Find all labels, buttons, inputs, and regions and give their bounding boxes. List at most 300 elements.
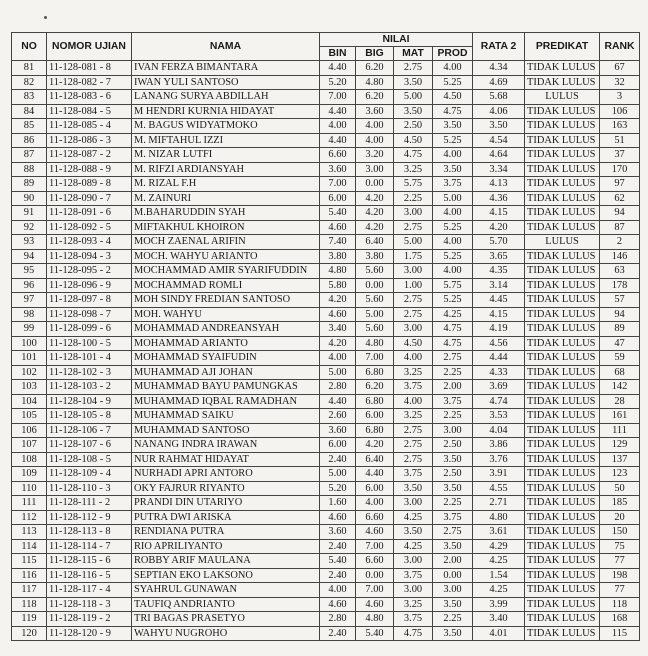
cell-no: 114 [12, 539, 47, 554]
cell-bin: 2.40 [320, 452, 356, 467]
cell-mat: 3.00 [394, 206, 433, 221]
cell-no: 104 [12, 394, 47, 409]
cell-prod: 4.75 [433, 336, 473, 351]
cell-mat: 2.75 [394, 423, 433, 438]
cell-big: 0.00 [356, 278, 394, 293]
cell-rank: 94 [600, 307, 640, 322]
cell-big: 5.00 [356, 307, 394, 322]
cell-bin: 2.60 [320, 409, 356, 424]
cell-nomor-ujian: 11-128-091 - 6 [47, 206, 132, 221]
cell-rata2: 4.06 [473, 104, 525, 119]
cell-nama: M HENDRI KURNIA HIDAYAT [132, 104, 320, 119]
table-row [12, 307, 640, 322]
cell-rank: 115 [600, 626, 640, 641]
cell-no: 110 [12, 481, 47, 496]
cell-predikat: TIDAK LULUS [525, 293, 600, 308]
cell-predikat: TIDAK LULUS [525, 322, 600, 337]
cell-no: 89 [12, 177, 47, 192]
cell-mat: 2.75 [394, 438, 433, 453]
cell-no: 85 [12, 119, 47, 134]
cell-nama: LANANG SURYA ABDILLAH [132, 90, 320, 105]
cell-big: 4.00 [356, 133, 394, 148]
cell-prod: 3.75 [433, 510, 473, 525]
table-row [12, 336, 640, 351]
header-big: BIG [356, 47, 394, 61]
cell-rank: 137 [600, 452, 640, 467]
cell-rata2: 3.69 [473, 380, 525, 395]
cell-mat: 3.50 [394, 104, 433, 119]
cell-no: 81 [12, 61, 47, 76]
cell-rata2: 4.55 [473, 481, 525, 496]
cell-nomor-ujian: 11-128-095 - 2 [47, 264, 132, 279]
cell-rank: 51 [600, 133, 640, 148]
cell-nomor-ujian: 11-128-085 - 4 [47, 119, 132, 134]
cell-nama: ROBBY ARIF MAULANA [132, 554, 320, 569]
table-row [12, 452, 640, 467]
cell-big: 5.60 [356, 322, 394, 337]
cell-no: 82 [12, 75, 47, 90]
cell-nama: WAHYU NUGROHO [132, 626, 320, 641]
cell-predikat: TIDAK LULUS [525, 554, 600, 569]
cell-nomor-ujian: 11-128-112 - 9 [47, 510, 132, 525]
cell-rata2: 4.15 [473, 307, 525, 322]
cell-mat: 3.50 [394, 525, 433, 540]
cell-nama: MOH SINDY FREDIAN SANTOSO [132, 293, 320, 308]
cell-mat: 1.00 [394, 278, 433, 293]
cell-rank: 28 [600, 394, 640, 409]
table-row [12, 191, 640, 206]
table-body [12, 61, 640, 641]
cell-bin: 4.00 [320, 583, 356, 598]
cell-nomor-ujian: 11-128-094 - 3 [47, 249, 132, 264]
cell-prod: 2.00 [433, 554, 473, 569]
cell-big: 6.40 [356, 235, 394, 250]
cell-rata2: 3.34 [473, 162, 525, 177]
cell-bin: 7.00 [320, 177, 356, 192]
cell-rank: 150 [600, 525, 640, 540]
cell-predikat: TIDAK LULUS [525, 409, 600, 424]
cell-prod: 4.00 [433, 235, 473, 250]
cell-bin: 2.80 [320, 380, 356, 395]
cell-bin: 2.80 [320, 612, 356, 627]
cell-rata2: 4.74 [473, 394, 525, 409]
cell-rata2: 3.99 [473, 597, 525, 612]
cell-predikat: TIDAK LULUS [525, 583, 600, 598]
table-row [12, 438, 640, 453]
cell-nomor-ujian: 11-128-088 - 9 [47, 162, 132, 177]
cell-nama: SYAHRUL GUNAWAN [132, 583, 320, 598]
cell-big: 4.00 [356, 496, 394, 511]
cell-bin: 6.60 [320, 148, 356, 163]
table-row [12, 75, 640, 90]
cell-mat: 2.25 [394, 191, 433, 206]
cell-rata2: 4.33 [473, 365, 525, 380]
cell-big: 6.40 [356, 452, 394, 467]
cell-no: 94 [12, 249, 47, 264]
table-row [12, 278, 640, 293]
cell-nomor-ujian: 11-128-113 - 8 [47, 525, 132, 540]
cell-bin: 5.40 [320, 554, 356, 569]
cell-prod: 5.25 [433, 249, 473, 264]
cell-no: 95 [12, 264, 47, 279]
cell-bin: 3.40 [320, 322, 356, 337]
cell-rank: 168 [600, 612, 640, 627]
cell-big: 6.00 [356, 409, 394, 424]
table-row [12, 235, 640, 250]
cell-no: 88 [12, 162, 47, 177]
cell-rata2: 4.54 [473, 133, 525, 148]
cell-rank: 198 [600, 568, 640, 583]
cell-mat: 3.00 [394, 583, 433, 598]
cell-rank: 161 [600, 409, 640, 424]
cell-predikat: TIDAK LULUS [525, 496, 600, 511]
cell-mat: 3.75 [394, 380, 433, 395]
table-row [12, 293, 640, 308]
header-predikat: PREDIKAT [525, 33, 600, 61]
cell-mat: 4.25 [394, 510, 433, 525]
cell-bin: 4.60 [320, 597, 356, 612]
cell-no: 100 [12, 336, 47, 351]
cell-prod: 3.75 [433, 177, 473, 192]
cell-prod: 4.25 [433, 307, 473, 322]
cell-rata2: 4.80 [473, 510, 525, 525]
table-row [12, 510, 640, 525]
cell-big: 4.20 [356, 191, 394, 206]
cell-nama: MUHAMMAD IQBAL RAMADHAN [132, 394, 320, 409]
cell-bin: 2.40 [320, 539, 356, 554]
cell-rank: 123 [600, 467, 640, 482]
cell-prod: 3.50 [433, 539, 473, 554]
cell-nomor-ujian: 11-128-101 - 4 [47, 351, 132, 366]
cell-nama: MOH. WAHYU [132, 307, 320, 322]
cell-rata2: 4.36 [473, 191, 525, 206]
cell-nomor-ujian: 11-128-087 - 2 [47, 148, 132, 163]
cell-predikat: TIDAK LULUS [525, 452, 600, 467]
cell-no: 112 [12, 510, 47, 525]
cell-predikat: TIDAK LULUS [525, 278, 600, 293]
cell-prod: 3.50 [433, 481, 473, 496]
cell-rata2: 4.44 [473, 351, 525, 366]
cell-nomor-ujian: 11-128-119 - 2 [47, 612, 132, 627]
cell-rata2: 4.19 [473, 322, 525, 337]
cell-nomor-ujian: 11-128-083 - 6 [47, 90, 132, 105]
cell-no: 86 [12, 133, 47, 148]
cell-big: 4.80 [356, 612, 394, 627]
cell-rank: 129 [600, 438, 640, 453]
cell-nomor-ujian: 11-128-105 - 8 [47, 409, 132, 424]
table-row [12, 568, 640, 583]
cell-mat: 5.00 [394, 90, 433, 105]
cell-nama: RENDIANA PUTRA [132, 525, 320, 540]
cell-big: 7.00 [356, 583, 394, 598]
cell-nomor-ujian: 11-128-114 - 7 [47, 539, 132, 554]
cell-big: 4.80 [356, 336, 394, 351]
cell-prod: 3.50 [433, 119, 473, 134]
cell-bin: 4.40 [320, 133, 356, 148]
cell-mat: 3.25 [394, 409, 433, 424]
cell-bin: 5.00 [320, 365, 356, 380]
table-row [12, 264, 640, 279]
header-nama: NAMA [132, 33, 320, 61]
cell-no: 116 [12, 568, 47, 583]
table-row [12, 148, 640, 163]
cell-no: 83 [12, 90, 47, 105]
table-row [12, 467, 640, 482]
header-mat: MAT [394, 47, 433, 61]
cell-prod: 2.50 [433, 467, 473, 482]
cell-mat: 2.75 [394, 61, 433, 76]
cell-mat: 3.00 [394, 322, 433, 337]
cell-rank: 111 [600, 423, 640, 438]
cell-no: 117 [12, 583, 47, 598]
cell-rank: 87 [600, 220, 640, 235]
cell-rata2: 4.20 [473, 220, 525, 235]
cell-prod: 4.75 [433, 104, 473, 119]
cell-mat: 3.25 [394, 162, 433, 177]
cell-big: 6.00 [356, 481, 394, 496]
cell-predikat: TIDAK LULUS [525, 438, 600, 453]
cell-prod: 2.75 [433, 525, 473, 540]
cell-prod: 4.00 [433, 264, 473, 279]
cell-nama: SEPTIAN EKO LAKSONO [132, 568, 320, 583]
cell-prod: 3.50 [433, 626, 473, 641]
cell-nomor-ujian: 11-128-111 - 2 [47, 496, 132, 511]
cell-no: 113 [12, 525, 47, 540]
header-rank: RANK [600, 33, 640, 61]
cell-nama: MOHAMMAD ARIANTO [132, 336, 320, 351]
cell-bin: 4.80 [320, 264, 356, 279]
cell-nama: MOHAMMAD ANDREANSYAH [132, 322, 320, 337]
cell-prod: 5.25 [433, 220, 473, 235]
cell-nomor-ujian: 11-128-082 - 7 [47, 75, 132, 90]
cell-rank: 63 [600, 264, 640, 279]
cell-no: 118 [12, 597, 47, 612]
cell-nama: PRANDI DIN UTARIYO [132, 496, 320, 511]
cell-nama: TRI BAGAS PRASETYO [132, 612, 320, 627]
cell-no: 109 [12, 467, 47, 482]
cell-bin: 4.20 [320, 336, 356, 351]
cell-bin: 5.80 [320, 278, 356, 293]
cell-big: 7.00 [356, 351, 394, 366]
cell-bin: 4.60 [320, 307, 356, 322]
table-row [12, 394, 640, 409]
cell-nomor-ujian: 11-128-092 - 5 [47, 220, 132, 235]
cell-prod: 4.00 [433, 206, 473, 221]
cell-prod: 2.75 [433, 351, 473, 366]
cell-big: 6.60 [356, 554, 394, 569]
table-row [12, 351, 640, 366]
table-row [12, 612, 640, 627]
cell-big: 4.00 [356, 119, 394, 134]
cell-predikat: LULUS [525, 90, 600, 105]
table-row [12, 423, 640, 438]
cell-big: 6.20 [356, 380, 394, 395]
cell-predikat: TIDAK LULUS [525, 568, 600, 583]
cell-prod: 5.25 [433, 293, 473, 308]
cell-bin: 1.60 [320, 496, 356, 511]
cell-rank: 77 [600, 554, 640, 569]
cell-no: 119 [12, 612, 47, 627]
cell-bin: 4.60 [320, 510, 356, 525]
cell-bin: 4.60 [320, 220, 356, 235]
cell-predikat: TIDAK LULUS [525, 467, 600, 482]
cell-no: 97 [12, 293, 47, 308]
cell-mat: 3.75 [394, 612, 433, 627]
cell-predikat: TIDAK LULUS [525, 75, 600, 90]
cell-prod: 2.25 [433, 496, 473, 511]
cell-bin: 6.00 [320, 438, 356, 453]
table-row [12, 597, 640, 612]
cell-rata2: 4.01 [473, 626, 525, 641]
cell-mat: 4.00 [394, 394, 433, 409]
cell-big: 4.40 [356, 467, 394, 482]
cell-mat: 3.25 [394, 365, 433, 380]
cell-rata2: 4.13 [473, 177, 525, 192]
table-row [12, 496, 640, 511]
cell-mat: 4.75 [394, 148, 433, 163]
cell-nama: MUHAMMAD SAIKU [132, 409, 320, 424]
cell-rata2: 5.70 [473, 235, 525, 250]
cell-nama: M. MIFTAHUL IZZI [132, 133, 320, 148]
cell-bin: 7.00 [320, 90, 356, 105]
cell-nomor-ujian: 11-128-099 - 6 [47, 322, 132, 337]
cell-predikat: TIDAK LULUS [525, 249, 600, 264]
cell-mat: 3.75 [394, 467, 433, 482]
cell-rata2: 3.65 [473, 249, 525, 264]
cell-rank: 142 [600, 380, 640, 395]
cell-bin: 2.40 [320, 626, 356, 641]
cell-prod: 2.25 [433, 612, 473, 627]
table-row [12, 583, 640, 598]
table-row [12, 206, 640, 221]
cell-nomor-ujian: 11-128-115 - 6 [47, 554, 132, 569]
cell-big: 3.00 [356, 162, 394, 177]
cell-predikat: TIDAK LULUS [525, 307, 600, 322]
table-row [12, 322, 640, 337]
cell-bin: 5.00 [320, 467, 356, 482]
cell-nomor-ujian: 11-128-103 - 2 [47, 380, 132, 395]
table-row [12, 119, 640, 134]
cell-rata2: 4.15 [473, 206, 525, 221]
cell-predikat: TIDAK LULUS [525, 365, 600, 380]
cell-no: 99 [12, 322, 47, 337]
cell-rank: 163 [600, 119, 640, 134]
header-nilai: NILAI [320, 33, 473, 47]
cell-nama: MUHAMMAD AJI JOHAN [132, 365, 320, 380]
cell-rata2: 4.64 [473, 148, 525, 163]
cell-nama: M. RIZAL F.H [132, 177, 320, 192]
cell-predikat: TIDAK LULUS [525, 336, 600, 351]
table-row [12, 626, 640, 641]
cell-big: 6.80 [356, 394, 394, 409]
cell-rata2: 3.76 [473, 452, 525, 467]
cell-nama: MOCH ZAENAL ARIFIN [132, 235, 320, 250]
cell-mat: 1.75 [394, 249, 433, 264]
cell-big: 5.40 [356, 626, 394, 641]
cell-rank: 59 [600, 351, 640, 366]
cell-no: 93 [12, 235, 47, 250]
cell-nomor-ujian: 11-128-084 - 5 [47, 104, 132, 119]
table-row [12, 220, 640, 235]
cell-prod: 2.00 [433, 380, 473, 395]
cell-mat: 3.25 [394, 597, 433, 612]
cell-nama: M. NIZAR LUTFI [132, 148, 320, 163]
cell-rata2: 3.53 [473, 409, 525, 424]
cell-big: 7.00 [356, 539, 394, 554]
cell-prod: 2.25 [433, 365, 473, 380]
cell-nomor-ujian: 11-128-107 - 6 [47, 438, 132, 453]
scan-speck [44, 16, 47, 19]
cell-prod: 4.00 [433, 148, 473, 163]
cell-predikat: TIDAK LULUS [525, 510, 600, 525]
cell-rata2: 4.04 [473, 423, 525, 438]
cell-rank: 106 [600, 104, 640, 119]
cell-rata2: 1.54 [473, 568, 525, 583]
cell-predikat: TIDAK LULUS [525, 220, 600, 235]
cell-bin: 3.60 [320, 423, 356, 438]
cell-nama: MUHAMMAD BAYU PAMUNGKAS [132, 380, 320, 395]
cell-bin: 5.40 [320, 206, 356, 221]
cell-nama: MOCHAMMAD ROMLI [132, 278, 320, 293]
cell-rata2: 4.69 [473, 75, 525, 90]
cell-nama: M. BAGUS WIDYATMOKO [132, 119, 320, 134]
header-rata2: RATA 2 [473, 33, 525, 61]
cell-nomor-ujian: 11-128-109 - 4 [47, 467, 132, 482]
cell-mat: 2.75 [394, 307, 433, 322]
cell-mat: 2.75 [394, 452, 433, 467]
results-table [11, 32, 640, 641]
table-row [12, 554, 640, 569]
cell-no: 87 [12, 148, 47, 163]
cell-nama: TAUFIQ ANDRIANTO [132, 597, 320, 612]
cell-nomor-ujian: 11-128-104 - 9 [47, 394, 132, 409]
cell-rata2: 4.29 [473, 539, 525, 554]
cell-no: 102 [12, 365, 47, 380]
cell-rata2: 3.50 [473, 119, 525, 134]
cell-nama: MUHAMMAD SANTOSO [132, 423, 320, 438]
cell-prod: 5.25 [433, 133, 473, 148]
table-row [12, 162, 640, 177]
cell-big: 6.80 [356, 365, 394, 380]
cell-predikat: TIDAK LULUS [525, 525, 600, 540]
cell-nama: M. ZAINURI [132, 191, 320, 206]
cell-bin: 5.20 [320, 481, 356, 496]
table-row [12, 525, 640, 540]
table-row [12, 90, 640, 105]
cell-nama: OKY FAJRUR RIYANTO [132, 481, 320, 496]
cell-rank: 20 [600, 510, 640, 525]
cell-rata2: 3.40 [473, 612, 525, 627]
cell-bin: 6.00 [320, 191, 356, 206]
cell-no: 103 [12, 380, 47, 395]
header-no: NO [12, 33, 47, 61]
cell-rank: 67 [600, 61, 640, 76]
cell-big: 3.60 [356, 104, 394, 119]
cell-rata2: 4.25 [473, 554, 525, 569]
cell-rank: 68 [600, 365, 640, 380]
cell-bin: 3.60 [320, 525, 356, 540]
cell-predikat: TIDAK LULUS [525, 539, 600, 554]
cell-nomor-ujian: 11-128-102 - 3 [47, 365, 132, 380]
cell-big: 0.00 [356, 568, 394, 583]
cell-rata2: 3.61 [473, 525, 525, 540]
cell-big: 4.20 [356, 438, 394, 453]
cell-rata2: 4.34 [473, 61, 525, 76]
cell-nama: RIO APRILIYANTO [132, 539, 320, 554]
cell-rank: 2 [600, 235, 640, 250]
cell-rank: 185 [600, 496, 640, 511]
cell-nama: MOHAMMAD SYAIFUDIN [132, 351, 320, 366]
